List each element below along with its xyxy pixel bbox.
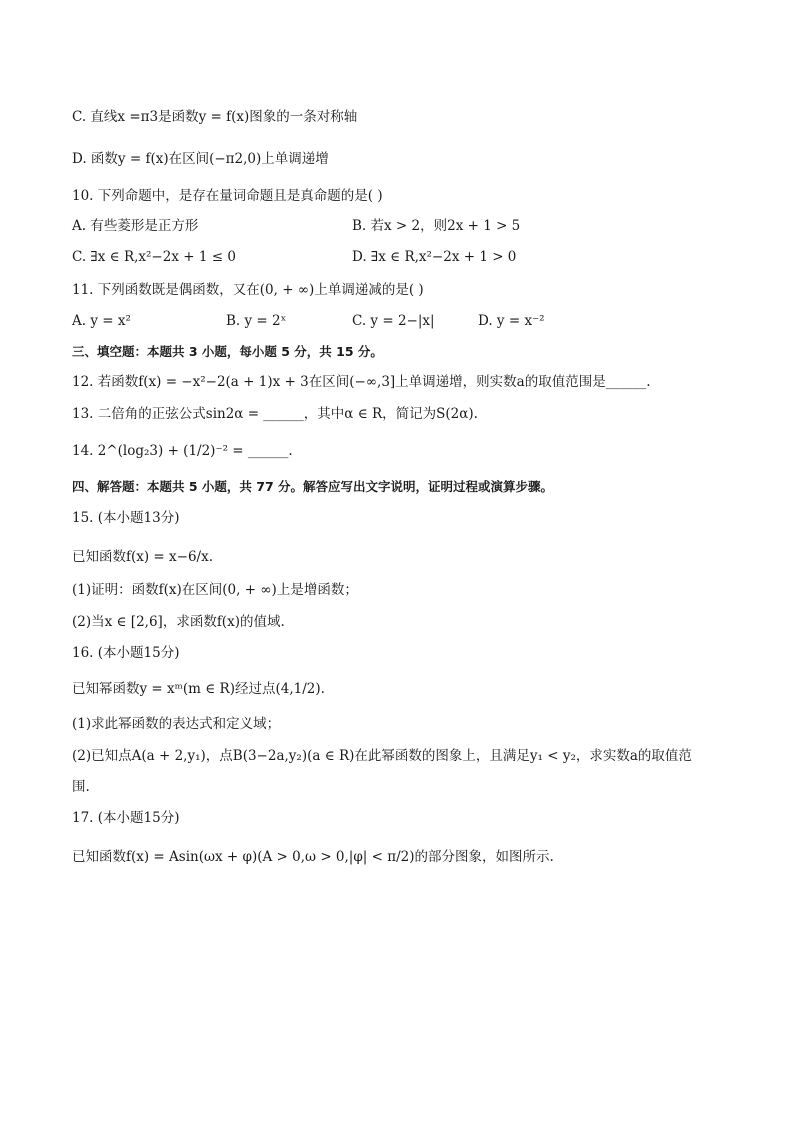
q16-part2-line2: 围.: [72, 779, 90, 795]
q11-option-b: B. y = 2ˣ: [226, 313, 287, 329]
q15-given: 已知函数f(x) = x−6/x.: [72, 549, 214, 565]
q10-option-b: B. 若x > 2，则2x + 1 > 5: [352, 218, 521, 234]
q15-part1: (1)证明：函数f(x)在区间(0, + ∞)上是增函数；: [72, 582, 358, 598]
q11-stem: 11. 下列函数既是偶函数，又在(0, + ∞)上单调递减的是( ): [72, 282, 424, 298]
q9-option-c: C. 直线x =π3是函数y = f(x)图象的一条对称轴: [72, 109, 358, 125]
q16-given: 已知幂函数y = xᵐ(m ∈ R)经过点(4,1/2).: [72, 681, 325, 697]
q17-header: 17. (本小题15分): [72, 810, 180, 826]
q13-text: 13. 二倍角的正弦公式sin2α = ______，其中α ∈ R，简记为S(2α).: [72, 406, 478, 422]
q17-given: 已知函数f(x) = Asin(ωx + φ)(A > 0,ω > 0,|φ| < π/2)的部分图象，如图所示.: [72, 849, 554, 865]
q15-header: 15. (本小题13分): [72, 510, 180, 526]
q9-option-d: D. 函数y = f(x)在区间(−π2,0)上单调递增: [72, 151, 329, 167]
q16-part2-line1: (2)已知点A(a + 2,y₁)，点B(3−2a,y₂)(a ∈ R)在此幂函数的图象上，且满足y₁ < y₂，求实数a的取值范: [72, 748, 692, 764]
q11-option-c: C. y = 2−|x|: [352, 313, 435, 329]
section-3-heading: 三、填空题：本题共 3 小题，每小题 5 分，共 15 分。: [72, 344, 383, 359]
q10-stem: 10. 下列命题中，是存在量词命题且是真命题的是( ): [72, 188, 383, 204]
q15-part2: (2)当x ∈ [2,6]，求函数f(x)的值域.: [72, 614, 285, 630]
q11-option-d: D. y = x⁻²: [478, 313, 545, 329]
q10-option-a: A. 有些菱形是正方形: [72, 218, 199, 234]
q16-part1: (1)求此幂函数的表达式和定义域；: [72, 716, 281, 732]
q14-text: 14. 2^(log₂3) + (1/2)⁻² = ______.: [72, 443, 293, 459]
q10-option-c: C. ∃x ∈ R,x²−2x + 1 ≤ 0: [72, 249, 236, 265]
section-4-heading: 四、解答题：本题共 5 小题，共 77 分。解答应写出文字说明，证明过程或演算步骤。: [72, 479, 554, 494]
q12-text: 12. 若函数f(x) = −x²−2(a + 1)x + 3在区间(−∞,3]上单调递增，则实数a的取值范围是______.: [72, 374, 651, 390]
q10-option-d: D. ∃x ∈ R,x²−2x + 1 > 0: [352, 249, 517, 265]
q11-option-a: A. y = x²: [72, 313, 131, 329]
q16-header: 16. (本小题15分): [72, 645, 180, 661]
